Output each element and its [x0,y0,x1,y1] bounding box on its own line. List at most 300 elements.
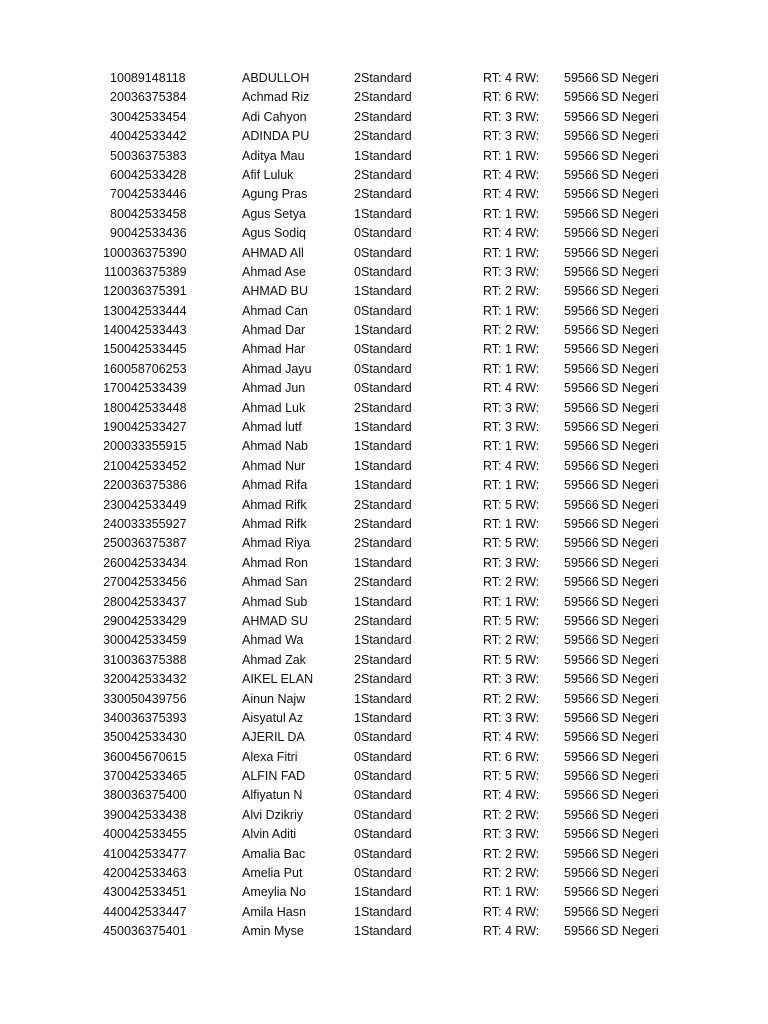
row-number: 37 [103,769,117,784]
type-cell: Standard [361,361,412,376]
table-row [0,748,768,767]
student-name-cell: Ahmad San [242,575,308,590]
address-rt-rw-cell: RT: 1 RW: [483,342,540,357]
row-number: 11 [104,264,117,279]
table-row [0,573,768,592]
school-cell: SD Negeri [601,575,659,590]
count-cell: 0 [354,303,361,318]
student-id-cell: 0042533428 [117,167,187,182]
table-row [0,806,768,825]
address-rt-rw-cell: RT: 3 RW: [483,555,540,570]
table-row [0,476,768,495]
address-rt-rw-cell: RT: 1 RW: [483,594,540,609]
type-cell: Standard [361,284,412,299]
postal-code-cell: 59566 [564,924,599,939]
type-cell: Standard [361,730,412,745]
school-cell: SD Negeri [601,652,659,667]
postal-code-cell: 59566 [564,439,599,454]
row-number: 19 [103,420,117,435]
type-cell: Standard [361,904,412,919]
type-cell: Standard [361,594,412,609]
type-cell: Standard [361,652,412,667]
row-number: 36 [103,749,117,764]
postal-code-cell: 59566 [564,400,599,415]
student-id-cell: 0089148118 [117,71,186,85]
postal-code-cell: 59566 [564,516,599,531]
row-number: 30 [103,633,117,648]
table-row [0,437,768,456]
count-cell: 0 [354,788,361,803]
postal-code-cell: 59566 [564,129,599,144]
address-rt-rw-cell: RT: 2 RW: [483,846,540,861]
table-row [0,108,768,127]
postal-code-cell: 59566 [564,148,599,163]
type-cell: Standard [361,633,412,648]
postal-code-cell: 59566 [564,361,599,376]
postal-code-cell: 59566 [564,749,599,764]
student-name-cell: Ahmad Ron [242,555,309,570]
table-row [0,515,768,534]
count-cell: 2 [354,575,361,590]
count-cell: 0 [354,381,361,396]
school-cell: SD Negeri [601,284,659,299]
postal-code-cell: 59566 [564,652,599,667]
postal-code-cell: 59566 [564,303,599,318]
school-cell: SD Negeri [601,769,659,784]
count-cell: 2 [354,672,361,687]
count-cell: 2 [354,187,361,202]
student-id-cell: 0036375393 [117,710,187,725]
type-cell: Standard [361,885,412,900]
row-number: 10 [103,245,117,260]
school-cell: SD Negeri [601,730,659,745]
row-number: 4 [110,129,117,144]
type-cell: Standard [361,206,412,221]
row-number: 20 [103,439,117,454]
row-number: 40 [103,827,117,842]
address-rt-rw-cell: RT: 6 RW: [483,90,540,105]
address-rt-rw-cell: RT: 4 RW: [483,226,540,241]
school-cell: SD Negeri [601,90,659,105]
student-name-cell: Amila Hasn [242,904,306,919]
address-rt-rw-cell: RT: 3 RW: [483,400,540,415]
student-id-cell: 0042533465 [117,769,187,784]
table-row [0,224,768,243]
postal-code-cell: 59566 [564,807,599,822]
row-number: 17 [103,381,117,396]
postal-code-cell: 59566 [564,885,599,900]
school-cell: SD Negeri [601,264,659,279]
table-row [0,185,768,204]
row-number: 1 [110,71,117,85]
type-cell: Standard [361,400,412,415]
address-rt-rw-cell: RT: 4 RW: [483,904,540,919]
student-name-cell: Amalia Bac [242,846,306,861]
row-number: 14 [103,323,117,338]
count-cell: 2 [354,497,361,512]
postal-code-cell: 59566 [564,90,599,105]
student-name-cell: Adi Cahyon [242,109,307,124]
student-name-cell: AHMAD All [242,245,304,260]
table-row [0,244,768,263]
student-name-cell: Ahmad Sub [242,594,308,609]
postal-code-cell: 59566 [564,458,599,473]
row-number: 39 [103,807,117,822]
table-row [0,496,768,515]
row-number: 42 [103,866,117,881]
address-rt-rw-cell: RT: 2 RW: [483,323,540,338]
student-id-cell: 0042533446 [117,187,187,202]
count-cell: 0 [354,730,361,745]
table-row [0,147,768,166]
row-number: 35 [103,730,117,745]
school-cell: SD Negeri [601,342,659,357]
postal-code-cell: 59566 [564,226,599,241]
table-row [0,69,768,88]
student-id-cell: 0042533458 [117,206,187,221]
student-id-cell: 0042533439 [117,381,187,396]
address-rt-rw-cell: RT: 2 RW: [483,866,540,881]
type-cell: Standard [361,497,412,512]
student-id-cell: 0042533447 [117,904,187,919]
table-row [0,825,768,844]
table-row [0,767,768,786]
school-cell: SD Negeri [601,749,659,764]
count-cell: 1 [354,633,361,648]
type-cell: Standard [361,536,412,551]
address-rt-rw-cell: RT: 5 RW: [483,769,540,784]
row-number: 44 [103,904,117,919]
row-number: 5 [110,148,117,163]
count-cell: 0 [354,749,361,764]
count-cell: 0 [354,866,361,881]
school-cell: SD Negeri [601,536,659,551]
count-cell: 0 [354,807,361,822]
type-cell: Standard [361,420,412,435]
school-cell: SD Negeri [601,788,659,803]
type-cell: Standard [361,555,412,570]
type-cell: Standard [361,769,412,784]
type-cell: Standard [361,691,412,706]
count-cell: 1 [354,594,361,609]
table-row [0,670,768,689]
student-id-cell: 0033355927 [117,516,187,531]
type-cell: Standard [361,226,412,241]
postal-code-cell: 59566 [564,187,599,202]
type-cell: Standard [361,710,412,725]
table-row [0,340,768,359]
address-rt-rw-cell: RT: 1 RW: [483,245,540,260]
row-number: 45 [103,924,117,939]
student-name-cell: AJERIL DA [242,730,305,745]
table-row [0,302,768,321]
student-name-cell: Ahmad Luk [242,400,306,415]
type-cell: Standard [361,846,412,861]
count-cell: 2 [354,71,361,85]
count-cell: 0 [354,264,361,279]
row-number: 21 [103,458,117,473]
student-id-cell: 0042533451 [117,885,187,900]
row-number: 32 [103,672,117,687]
row-number: 16 [103,361,117,376]
type-cell: Standard [361,458,412,473]
count-cell: 2 [354,129,361,144]
row-number: 8 [110,206,117,221]
student-id-cell: 0042533434 [117,555,187,570]
postal-code-cell: 59566 [564,846,599,861]
type-cell: Standard [361,807,412,822]
student-id-cell: 0042533444 [117,303,187,318]
student-id-cell: 0036375389 [117,264,187,279]
count-cell: 2 [354,90,361,105]
address-rt-rw-cell: RT: 5 RW: [483,652,540,667]
school-cell: SD Negeri [601,187,659,202]
address-rt-rw-cell: RT: 4 RW: [483,71,540,85]
row-number: 33 [103,691,117,706]
student-id-cell: 0042533449 [117,497,187,512]
type-cell: Standard [361,71,412,85]
student-name-cell: Agung Pras [242,187,308,202]
student-name-cell: Ahmad Jayu [242,361,312,376]
school-cell: SD Negeri [601,827,659,842]
student-name-cell: Agus Sodiq [242,226,306,241]
student-id-cell: 0036375391 [117,284,187,299]
address-rt-rw-cell: RT: 2 RW: [483,633,540,648]
row-number: 41 [103,846,117,861]
type-cell: Standard [361,90,412,105]
student-name-cell: ALFIN FAD [242,769,306,784]
type-cell: Standard [361,866,412,881]
school-cell: SD Negeri [601,516,659,531]
count-cell: 2 [354,109,361,124]
type-cell: Standard [361,167,412,182]
postal-code-cell: 59566 [564,904,599,919]
student-id-cell: 0042533429 [117,613,187,628]
school-cell: SD Negeri [601,71,659,85]
type-cell: Standard [361,323,412,338]
address-rt-rw-cell: RT: 1 RW: [483,885,540,900]
student-id-cell: 0036375388 [117,652,187,667]
school-cell: SD Negeri [601,478,659,493]
student-id-cell: 0042533445 [117,342,187,357]
table-row [0,379,768,398]
student-id-cell: 0042533437 [117,594,187,609]
address-rt-rw-cell: RT: 1 RW: [483,439,540,454]
student-id-cell: 0036375387 [117,536,187,551]
school-cell: SD Negeri [601,594,659,609]
student-name-cell: Ahmad Nur [242,458,306,473]
student-id-cell: 0036375390 [117,245,187,260]
row-number: 25 [103,536,117,551]
student-id-cell: 0036375401 [117,924,187,939]
row-number: 23 [103,497,117,512]
postal-code-cell: 59566 [564,536,599,551]
row-number: 38 [103,788,117,803]
address-rt-rw-cell: RT: 2 RW: [483,807,540,822]
table-row [0,127,768,146]
postal-code-cell: 59566 [564,323,599,338]
student-id-cell: 0042533442 [117,129,187,144]
school-cell: SD Negeri [601,904,659,919]
student-id-cell: 0036375384 [117,90,187,105]
type-cell: Standard [361,827,412,842]
school-cell: SD Negeri [601,497,659,512]
postal-code-cell: 59566 [564,672,599,687]
type-cell: Standard [361,788,412,803]
student-name-cell: Alvin Aditi [242,827,297,842]
student-id-cell: 0042533452 [117,458,187,473]
student-name-cell: Ahmad Zak [242,652,306,667]
count-cell: 0 [354,361,361,376]
postal-code-cell: 59566 [564,769,599,784]
postal-code-cell: 59566 [564,342,599,357]
row-number: 31 [103,652,117,667]
type-cell: Standard [361,613,412,628]
row-number: 29 [103,613,117,628]
student-name-cell: ADINDA PU [242,129,310,144]
student-id-cell: 0042533454 [117,109,187,124]
address-rt-rw-cell: RT: 3 RW: [483,827,540,842]
student-name-cell: Afif Luluk [242,167,294,182]
type-cell: Standard [361,303,412,318]
count-cell: 1 [354,284,361,299]
count-cell: 0 [354,769,361,784]
type-cell: Standard [361,672,412,687]
count-cell: 0 [354,827,361,842]
count-cell: 1 [354,323,361,338]
school-cell: SD Negeri [601,109,659,124]
table-row [0,709,768,728]
table-row [0,612,768,631]
postal-code-cell: 59566 [564,866,599,881]
student-name-cell: Ahmad Wa [242,633,304,648]
student-id-cell: 0058706253 [117,361,187,376]
row-number: 26 [103,555,117,570]
type-cell: Standard [361,109,412,124]
count-cell: 1 [354,478,361,493]
student-name-cell: Ahmad lutf [242,420,302,435]
row-number: 6 [110,167,117,182]
student-name-cell: Ainun Najw [242,691,306,706]
postal-code-cell: 59566 [564,264,599,279]
table-row [0,282,768,301]
count-cell: 1 [354,206,361,221]
address-rt-rw-cell: RT: 5 RW: [483,613,540,628]
student-name-cell: Ahmad Nab [242,439,309,454]
count-cell: 2 [354,536,361,551]
postal-code-cell: 59566 [564,691,599,706]
type-cell: Standard [361,342,412,357]
postal-code-cell: 59566 [564,167,599,182]
address-rt-rw-cell: RT: 6 RW: [483,749,540,764]
student-name-cell: Ahmad Rifa [242,478,308,493]
student-name-cell: Ahmad Dar [242,323,306,338]
postal-code-cell: 59566 [564,109,599,124]
address-rt-rw-cell: RT: 4 RW: [483,730,540,745]
student-name-cell: Alexa Fitri [242,749,298,764]
count-cell: 0 [354,342,361,357]
address-rt-rw-cell: RT: 4 RW: [483,167,540,182]
student-id-cell: 0042533427 [117,420,187,435]
table-row [0,263,768,282]
table-row [0,593,768,612]
table-row [0,903,768,922]
table-row [0,321,768,340]
type-cell: Standard [361,187,412,202]
school-cell: SD Negeri [601,400,659,415]
student-table [0,69,768,942]
address-rt-rw-cell: RT: 4 RW: [483,187,540,202]
table-row [0,360,768,379]
student-id-cell: 0036375386 [117,478,187,493]
row-number: 18 [103,400,117,415]
table-row [0,166,768,185]
row-number: 34 [103,710,117,725]
school-cell: SD Negeri [601,148,659,163]
address-rt-rw-cell: RT: 4 RW: [483,381,540,396]
postal-code-cell: 59566 [564,788,599,803]
student-name-cell: Alvi Dzikriy [242,807,304,822]
address-rt-rw-cell: RT: 2 RW: [483,575,540,590]
student-id-cell: 0042533432 [117,672,187,687]
postal-code-cell: 59566 [564,633,599,648]
count-cell: 2 [354,167,361,182]
postal-code-cell: 59566 [564,730,599,745]
student-name-cell: Ahmad Can [242,303,309,318]
address-rt-rw-cell: RT: 3 RW: [483,710,540,725]
student-id-cell: 0036375400 [117,788,187,803]
count-cell: 1 [354,148,361,163]
row-number: 3 [110,109,117,124]
student-name-cell: Agus Setya [242,206,306,221]
count-cell: 1 [354,885,361,900]
school-cell: SD Negeri [601,361,659,376]
row-number: 43 [103,885,117,900]
student-name-cell: AIKEL ELAN [242,672,314,687]
type-cell: Standard [361,148,412,163]
school-cell: SD Negeri [601,633,659,648]
school-cell: SD Negeri [601,846,659,861]
school-cell: SD Negeri [601,439,659,454]
count-cell: 2 [354,400,361,415]
student-id-cell: 0042533477 [117,846,187,861]
student-name-cell: Ahmad Riya [242,536,311,551]
student-name-cell: Aisyatul Az [242,710,304,725]
table-row [0,631,768,650]
address-rt-rw-cell: RT: 1 RW: [483,303,540,318]
type-cell: Standard [361,924,412,939]
count-cell: 1 [354,420,361,435]
address-rt-rw-cell: RT: 2 RW: [483,691,540,706]
school-cell: SD Negeri [601,924,659,939]
student-name-cell: Achmad Riz [242,90,310,105]
type-cell: Standard [361,749,412,764]
student-name-cell: AHMAD BU [242,284,308,299]
school-cell: SD Negeri [601,807,659,822]
row-number: 24 [103,516,117,531]
school-cell: SD Negeri [601,129,659,144]
student-name-cell: Ahmad Rifk [242,497,307,512]
student-name-cell: Aditya Mau [242,148,305,163]
table-row [0,690,768,709]
type-cell: Standard [361,129,412,144]
school-cell: SD Negeri [601,710,659,725]
address-rt-rw-cell: RT: 1 RW: [483,206,540,221]
table-row [0,418,768,437]
school-cell: SD Negeri [601,691,659,706]
table-row [0,205,768,224]
student-name-cell: Amelia Put [242,866,303,881]
